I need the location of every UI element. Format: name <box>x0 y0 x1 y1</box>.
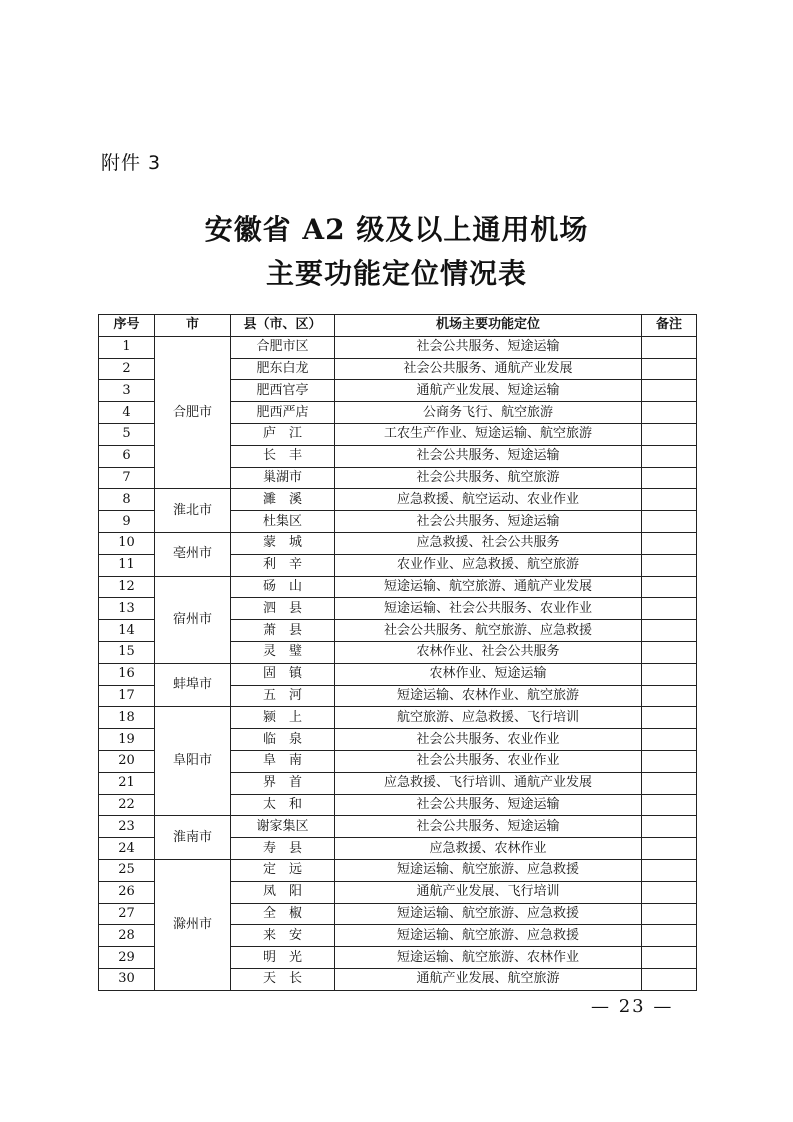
note-cell <box>642 859 697 881</box>
table-row <box>99 663 697 685</box>
city-cell: 亳州市 <box>155 532 231 576</box>
function-cell: 社会公共服务、航空旅游 <box>335 467 642 489</box>
function-cell: 社会公共服务、通航产业发展 <box>335 358 642 380</box>
county-cell: 定 远 <box>231 859 335 881</box>
county-cell: 全 椒 <box>231 903 335 925</box>
note-cell <box>642 707 697 729</box>
function-cell: 通航产业发展、飞行培训 <box>335 881 642 903</box>
county-cell: 利 辛 <box>231 554 335 576</box>
seq-cell: 9 <box>99 511 155 533</box>
note-cell <box>642 489 697 511</box>
county-cell: 界 首 <box>231 772 335 794</box>
note-cell <box>642 925 697 947</box>
table-row <box>99 576 697 598</box>
seq-cell: 13 <box>99 598 155 620</box>
seq-cell: 20 <box>99 750 155 772</box>
note-cell <box>642 358 697 380</box>
county-cell: 颍 上 <box>231 707 335 729</box>
county-cell: 杜集区 <box>231 511 335 533</box>
header-county: 县（市、区） <box>231 315 335 337</box>
function-cell: 应急救援、农林作业 <box>335 838 642 860</box>
function-cell: 应急救援、航空运动、农业作业 <box>335 489 642 511</box>
county-cell: 寿 县 <box>231 838 335 860</box>
document-title-line1: 安徽省 A2 级及以上通用机场 <box>204 213 589 246</box>
function-cell: 航空旅游、应急救援、飞行培训 <box>335 707 642 729</box>
county-cell: 萧 县 <box>231 620 335 642</box>
city-cell: 阜阳市 <box>155 707 231 816</box>
seq-cell: 29 <box>99 947 155 969</box>
function-cell: 通航产业发展、航空旅游 <box>335 968 642 990</box>
function-cell: 公商务飞行、航空旅游 <box>335 402 642 424</box>
county-cell: 肥西官亭 <box>231 380 335 402</box>
county-cell: 庐 江 <box>231 423 335 445</box>
county-cell: 谢家集区 <box>231 816 335 838</box>
function-cell: 农林作业、短途运输 <box>335 663 642 685</box>
note-cell <box>642 620 697 642</box>
function-cell: 短途运输、农林作业、航空旅游 <box>335 685 642 707</box>
city-cell: 宿州市 <box>155 576 231 663</box>
note-cell <box>642 947 697 969</box>
seq-cell: 22 <box>99 794 155 816</box>
seq-cell: 26 <box>99 881 155 903</box>
table-body <box>99 336 697 990</box>
function-cell: 社会公共服务、农业作业 <box>335 750 642 772</box>
function-cell: 社会公共服务、短途运输 <box>335 336 642 358</box>
county-cell: 濉 溪 <box>231 489 335 511</box>
note-cell <box>642 532 697 554</box>
seq-cell: 5 <box>99 423 155 445</box>
county-cell: 太 和 <box>231 794 335 816</box>
county-cell: 临 泉 <box>231 729 335 751</box>
note-cell <box>642 816 697 838</box>
county-cell: 巢湖市 <box>231 467 335 489</box>
county-cell: 合肥市区 <box>231 336 335 358</box>
seq-cell: 6 <box>99 445 155 467</box>
function-cell: 农林作业、社会公共服务 <box>335 641 642 663</box>
function-cell: 社会公共服务、航空旅游、应急救援 <box>335 620 642 642</box>
county-cell: 固 镇 <box>231 663 335 685</box>
function-cell: 通航产业发展、短途运输 <box>335 380 642 402</box>
function-cell: 短途运输、航空旅游、通航产业发展 <box>335 576 642 598</box>
county-cell: 五 河 <box>231 685 335 707</box>
note-cell <box>642 641 697 663</box>
note-cell <box>642 794 697 816</box>
note-cell <box>642 838 697 860</box>
header-city: 市 <box>155 315 231 337</box>
seq-cell: 19 <box>99 729 155 751</box>
function-cell: 短途运输、航空旅游、应急救援 <box>335 903 642 925</box>
city-cell: 淮北市 <box>155 489 231 533</box>
county-cell: 凤 阳 <box>231 881 335 903</box>
city-cell: 合肥市 <box>155 336 231 489</box>
seq-cell: 24 <box>99 838 155 860</box>
table-row <box>99 489 697 511</box>
table-row <box>99 336 697 358</box>
county-cell: 长 丰 <box>231 445 335 467</box>
seq-cell: 8 <box>99 489 155 511</box>
county-cell: 肥西严店 <box>231 402 335 424</box>
page-number: — 23 — <box>591 996 674 1017</box>
note-cell <box>642 772 697 794</box>
seq-cell: 1 <box>99 336 155 358</box>
city-cell: 蚌埠市 <box>155 663 231 707</box>
note-cell <box>642 881 697 903</box>
county-cell: 肥东白龙 <box>231 358 335 380</box>
function-cell: 工农生产作业、短途运输、航空旅游 <box>335 423 642 445</box>
table-row <box>99 816 697 838</box>
header-seq: 序号 <box>99 315 155 337</box>
table-row <box>99 532 697 554</box>
seq-cell: 23 <box>99 816 155 838</box>
city-cell: 滁州市 <box>155 859 231 990</box>
function-cell: 应急救援、飞行培训、通航产业发展 <box>335 772 642 794</box>
note-cell <box>642 576 697 598</box>
county-cell: 明 光 <box>231 947 335 969</box>
seq-cell: 27 <box>99 903 155 925</box>
county-cell: 来 安 <box>231 925 335 947</box>
seq-cell: 25 <box>99 859 155 881</box>
header-function: 机场主要功能定位 <box>335 315 642 337</box>
airport-function-table <box>98 314 697 991</box>
seq-cell: 15 <box>99 641 155 663</box>
function-cell: 短途运输、航空旅游、应急救援 <box>335 859 642 881</box>
document-title-line2: 主要功能定位情况表 <box>265 257 527 290</box>
note-cell <box>642 968 697 990</box>
seq-cell: 2 <box>99 358 155 380</box>
function-cell: 短途运输、航空旅游、农林作业 <box>335 947 642 969</box>
annex-label: 附件 3 <box>101 152 162 174</box>
function-cell: 农业作业、应急救援、航空旅游 <box>335 554 642 576</box>
seq-cell: 12 <box>99 576 155 598</box>
seq-cell: 3 <box>99 380 155 402</box>
seq-cell: 16 <box>99 663 155 685</box>
note-cell <box>642 685 697 707</box>
seq-cell: 11 <box>99 554 155 576</box>
note-cell <box>642 729 697 751</box>
county-cell: 泗 县 <box>231 598 335 620</box>
seq-cell: 10 <box>99 532 155 554</box>
note-cell <box>642 402 697 424</box>
function-cell: 短途运输、社会公共服务、农业作业 <box>335 598 642 620</box>
note-cell <box>642 467 697 489</box>
city-cell: 淮南市 <box>155 816 231 860</box>
note-cell <box>642 445 697 467</box>
note-cell <box>642 663 697 685</box>
seq-cell: 28 <box>99 925 155 947</box>
table-header-row <box>99 315 697 337</box>
note-cell <box>642 511 697 533</box>
function-cell: 社会公共服务、短途运输 <box>335 511 642 533</box>
county-cell: 蒙 城 <box>231 532 335 554</box>
county-cell: 天 长 <box>231 968 335 990</box>
county-cell: 阜 南 <box>231 750 335 772</box>
note-cell <box>642 336 697 358</box>
seq-cell: 14 <box>99 620 155 642</box>
seq-cell: 30 <box>99 968 155 990</box>
note-cell <box>642 423 697 445</box>
function-cell: 短途运输、航空旅游、应急救援 <box>335 925 642 947</box>
function-cell: 社会公共服务、短途运输 <box>335 816 642 838</box>
seq-cell: 4 <box>99 402 155 424</box>
function-cell: 社会公共服务、短途运输 <box>335 445 642 467</box>
county-cell: 砀 山 <box>231 576 335 598</box>
note-cell <box>642 598 697 620</box>
seq-cell: 21 <box>99 772 155 794</box>
seq-cell: 18 <box>99 707 155 729</box>
note-cell <box>642 750 697 772</box>
function-cell: 社会公共服务、短途运输 <box>335 794 642 816</box>
seq-cell: 7 <box>99 467 155 489</box>
header-note: 备注 <box>642 315 697 337</box>
seq-cell: 17 <box>99 685 155 707</box>
function-cell: 社会公共服务、农业作业 <box>335 729 642 751</box>
note-cell <box>642 380 697 402</box>
note-cell <box>642 554 697 576</box>
table-row <box>99 859 697 881</box>
table-row <box>99 707 697 729</box>
note-cell <box>642 903 697 925</box>
function-cell: 应急救援、社会公共服务 <box>335 532 642 554</box>
county-cell: 灵 璧 <box>231 641 335 663</box>
